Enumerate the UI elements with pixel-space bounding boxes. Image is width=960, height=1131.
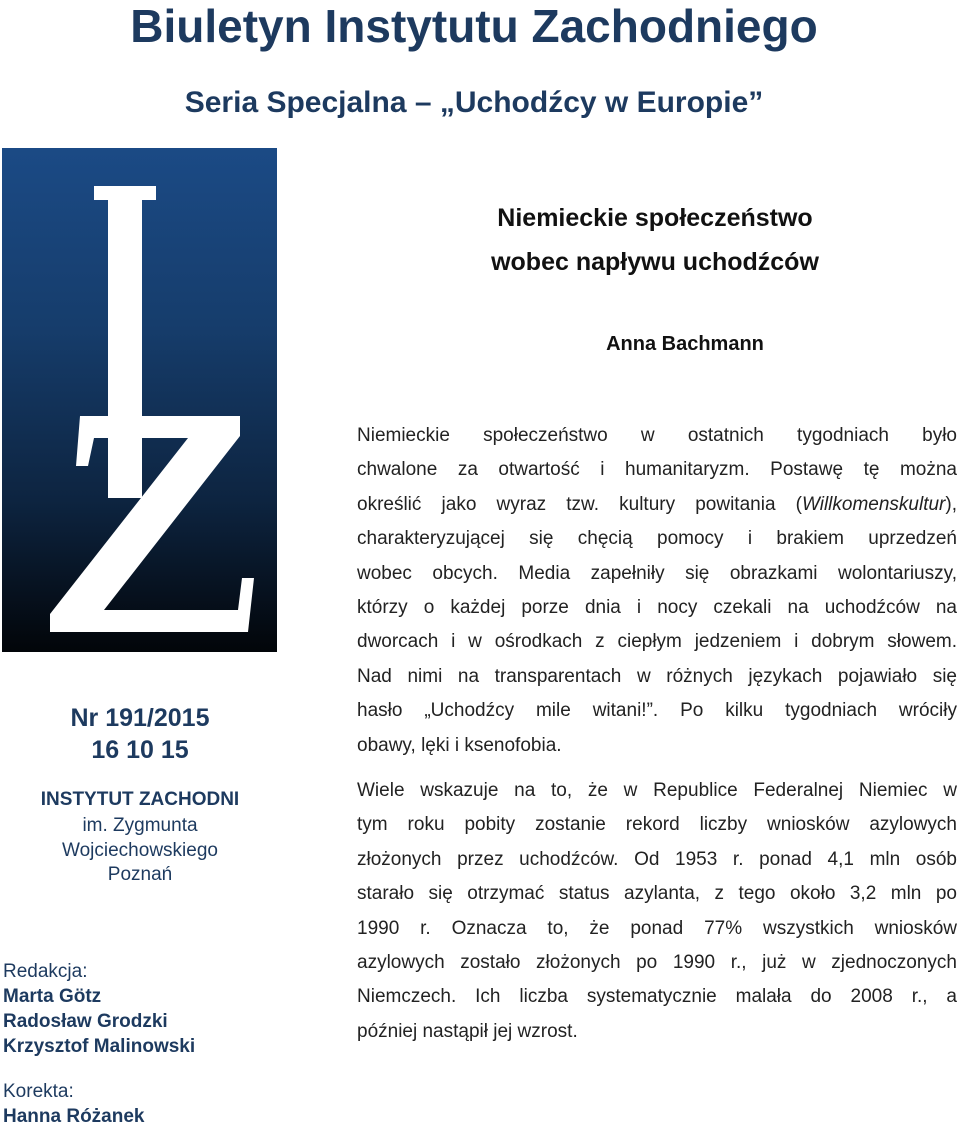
institute-patron-line: im. Zygmunta [82,815,198,836]
paragraph-line: tym roku pobity zostanie rekord liczby wniosków azylowych [357,814,957,836]
paragraph-line: hasło „Uchodźcy mile witani!”. Po kilku tygodniach wróciły [357,700,957,722]
paragraph-line: Nad nimi na transparentach w różnych językach pojawiało się [357,665,957,687]
paragraph-line: którzy o każdej porze dnia i nocy czekali na uchodźców na [357,596,957,618]
paragraph-line: później nastąpił jej wzrost. [357,1020,578,1042]
editors-label: Redakcja: [3,961,88,982]
logo-letter-i [94,186,156,498]
article-paragraph-2 [357,774,957,1049]
article-paragraph-1 [357,419,957,763]
issue-date: 16 10 15 [91,736,189,764]
paragraph-line: chwalone za otwartość i humanitaryzm. Postawę tę można [357,459,957,481]
institute-city: Poznań [107,864,173,885]
paragraph-line: dworcach i w ośrodkach z ciepłym jedzeniem i dobrym słowem. [357,631,957,653]
text-run: ), [945,493,957,515]
paragraph-line: Niemczech. Ich liczba systematycznie malała do 2008 r., a [357,986,957,1008]
bulletin-title: Biuletyn Instytutu Zachodniego [130,0,818,52]
institute-name: INSTYTUT ZACHODNI [40,789,240,810]
paragraph-line: starało się otrzymać status azylanta, z tego około 3,2 mln po [357,883,957,905]
institute-patron-line: Wojciechowskiego [62,840,218,861]
paragraph-line: charakteryzującej się chęcią pomocy i brakiem uprzedzeń [357,528,957,550]
paragraph-line: azylowych zostało złożonych po 1990 r., już w zjednoczonych [357,951,957,973]
logo-letter-z [50,416,254,632]
text-run: określić jako wyraz tzw. kultury powitania ( [357,493,802,515]
article-author: Anna Bachmann [606,333,764,355]
paragraph-line: Niemieckie społeczeństwo w ostatnich tygodniach było [357,425,957,446]
paragraph-line: 1990 r. Oznacza to, że ponad 77% wszystkich wniosków [357,917,957,939]
proofreading-label: Korekta: [3,1081,74,1102]
article-title-line: Niemieckie społeczeństwo [497,204,813,232]
paragraph-line: Wiele wskazuje na to, że w Republice Federalnej Niemiec w [357,780,957,801]
paragraph-line [357,488,957,522]
italic-term: Willkomenskultur [801,493,946,515]
article-title [430,196,880,284]
paragraph-line: obawy, lęki i ksenofobia. [357,734,562,756]
iz-logo-icon [2,148,277,652]
editor-name: Marta Götz [3,986,102,1007]
paragraph-line: wobec obcych. Media zapełniły się obrazkami wolontariuszy, [357,562,957,584]
editor-name: Krzysztof Malinowski [3,1036,196,1057]
issue-number: Nr 191/2015 [70,704,210,732]
paragraph-line: złożonych przez uchodźców. Od 1953 r. ponad 4,1 mln osób [357,848,957,870]
cover-logo-panel [2,148,277,652]
proofreader-name: Hanna Różanek [3,1106,145,1127]
article-title-line: wobec napływu uchodźców [491,248,819,276]
series-subtitle: Seria Specjalna – „Uchodźcy w Europie” [184,86,764,119]
editor-name: Radosław Grodzki [3,1011,168,1032]
